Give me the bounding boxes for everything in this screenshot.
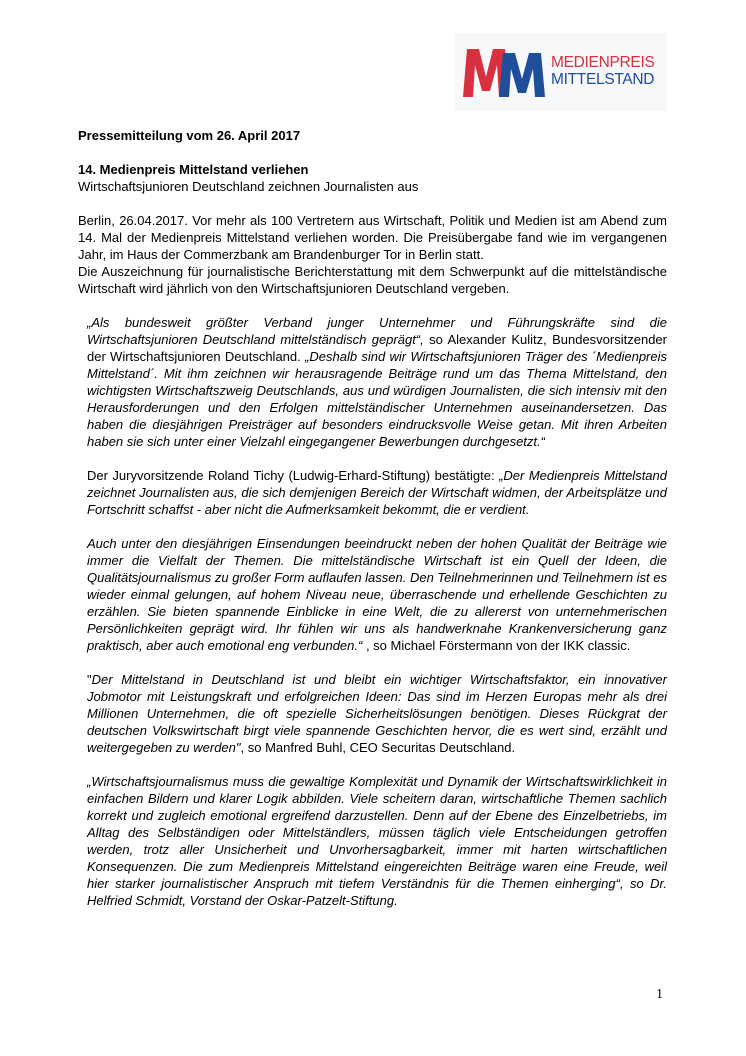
medienpreis-logo <box>455 33 667 111</box>
logo-line-1: MEDIENPREIS <box>551 54 655 71</box>
intro-paragraph-1: Berlin, 26.04.2017. Vor mehr als 100 Vertretern aus Wirtschaft, Politik und Medien ist am Abend zum 14. Mal der Medienpreis Mittelstand verliehen worden. Die Preisübergabe fand wie im vergangenen Jahr, im Haus der Commerzbank am Brandenburger Tor in Berlin statt. <box>78 213 667 262</box>
quote-schmidt: „Wirtschaftsjournalismus muss die gewaltige Komplexität und Dynamik der Wirtschaftswirklichkeit in einfachen Bildern und klarer Logik abbilden. Viele scheitern daran, wirtschaftliche Themen sachlich korrekt und zugleich emotional ergreifend darzustellen. Denn auf der Ebene des Einzelbetriebs, im Alltag des Selbständigen oder Mittelständlers, müssen täglich viele Entscheidungen getroffen werden, trotz aller Unsicherheit und Unvorhersagbarkeit, immer mit harten wirtschaftlichen Konsequenzen. Die zum Medienpreis Mittelstand eingereichten Beiträge waren eine Freude, weil hier starker journalistischer Anspruch mit tiefem Verständnis für die Themen einherging“, so Dr. Helfried Schmidt, Vorstand der Oskar-Patzelt-Stiftung. <box>87 774 667 908</box>
dateline: Pressemitteilung vom 26. April 2017 <box>78 128 301 143</box>
quote-foerstermann <box>87 535 667 654</box>
intro-paragraph-2: Die Auszeichnung für journalistische Berichterstattung mit dem Schwerpunkt auf die mittelständische Wirtschaft wird jährlich von den Wirtschaftsjunioren Deutschland vergeben. <box>78 264 667 296</box>
quote-attribution: , so Manfred Buhl, CEO Securitas Deutschland. <box>240 740 516 755</box>
quote-tichy <box>87 467 667 518</box>
subtitle: Wirtschaftsjunioren Deutschland zeichnen Journalisten aus <box>78 179 419 194</box>
quote-kulitz <box>87 314 667 450</box>
quote-text: „Der Medienpreis Mittelstand zeichnet Journalisten aus, die sich demjenigen Bereich der Wirtschaft widmen, der Arbeitsplätze und Fortschritt schaffst - aber nicht die Aufmerksamkeit bekommt, die er verdient. <box>87 468 667 517</box>
quote-buhl <box>87 671 667 756</box>
quote-lead: Der Juryvorsitzende Roland Tichy (Ludwig-Erhard-Stiftung) bestätigte: <box>87 468 500 483</box>
logo-line-2: MITTELSTAND <box>551 71 655 88</box>
quote-open-mark: " <box>87 672 92 687</box>
quote-text: „Als bundesweit größter Verband junger Unternehmer und Führungskräfte sind die Wirtschaftsjunioren Deutschland mittelständisch geprägt“, <box>87 315 667 347</box>
page-number: 1 <box>656 987 663 1002</box>
quote-text: „Deshalb sind wir Wirtschaftsjunioren Träger des ´Medienpreis Mittelstand´. Mit ihm zeichnen wir herausragende Beiträge rund um das Thema Mittelstand, den wichtigsten Wirtschaftszweig Deutschlands, aus und würdigen Journalisten, die sich intensiv mit den Herausforderungen und den Erfolgen mittelständischer Unternehmen auseinandersetzen. Das haben die diesjährigen Preisträger auf besonders eindrucksvolle Weise getan. Mit ihren Arbeiten haben sie sich unter einer Vielzahl eingegangener Bewerbungen durchgesetzt.“ <box>87 349 667 449</box>
quote-attribution: , so Michael Förstermann von der IKK classic. <box>362 638 631 653</box>
mm-logo-mark-icon <box>461 47 553 99</box>
logo-wordmark <box>551 54 655 88</box>
page-title: 14. Medienpreis Mittelstand verliehen <box>78 162 309 177</box>
press-release-body <box>78 127 667 909</box>
quote-text: Auch unter den diesjährigen Einsendungen beeindruckt neben der hohen Qualität der Beiträge wie immer die Vielfalt der Themen. Die mittelständische Wirtschaft ist ein Quell der Ideen, die Qualitätsjournalismus zu großer Form auflaufen lassen. Den Teilnehmerinnen und Teilnehmern ist es wieder einmal gelungen, auf hohem Niveau neue, überraschende und erhellende Geschichten zu erzählen. Sie bieten spannende Einblicke in eine Welt, die zu allererst von unternehmerischen Persönlichkeiten geprägt wird. Ihr fühlen wir uns als handwerknahe Krankenversicherung ganz praktisch, aber auch emotional eng verbunden.“ <box>87 536 668 653</box>
quote-attribution: so Alexander Kulitz, Bundesvorsitzender der Wirtschaftsjunioren Deutschland. <box>87 332 667 364</box>
quote-text: Der Mittelstand in Deutschland ist und bleibt ein wichtiger Wirtschaftsfaktor, ein innovativer Jobmotor mit Leistungskraft und erfolgreichen Ideen: Das sind im Herzen Europas mehr als drei Millionen Unternehmen, die oft spezielle Sicherheitslösungen benötigen. Dieses Rückgrat der deutschen Volkswirtschaft birgt viele spannende Geschichten hervor, die es wert sind, erzählt und weitergegeben zu werden" <box>87 672 667 755</box>
